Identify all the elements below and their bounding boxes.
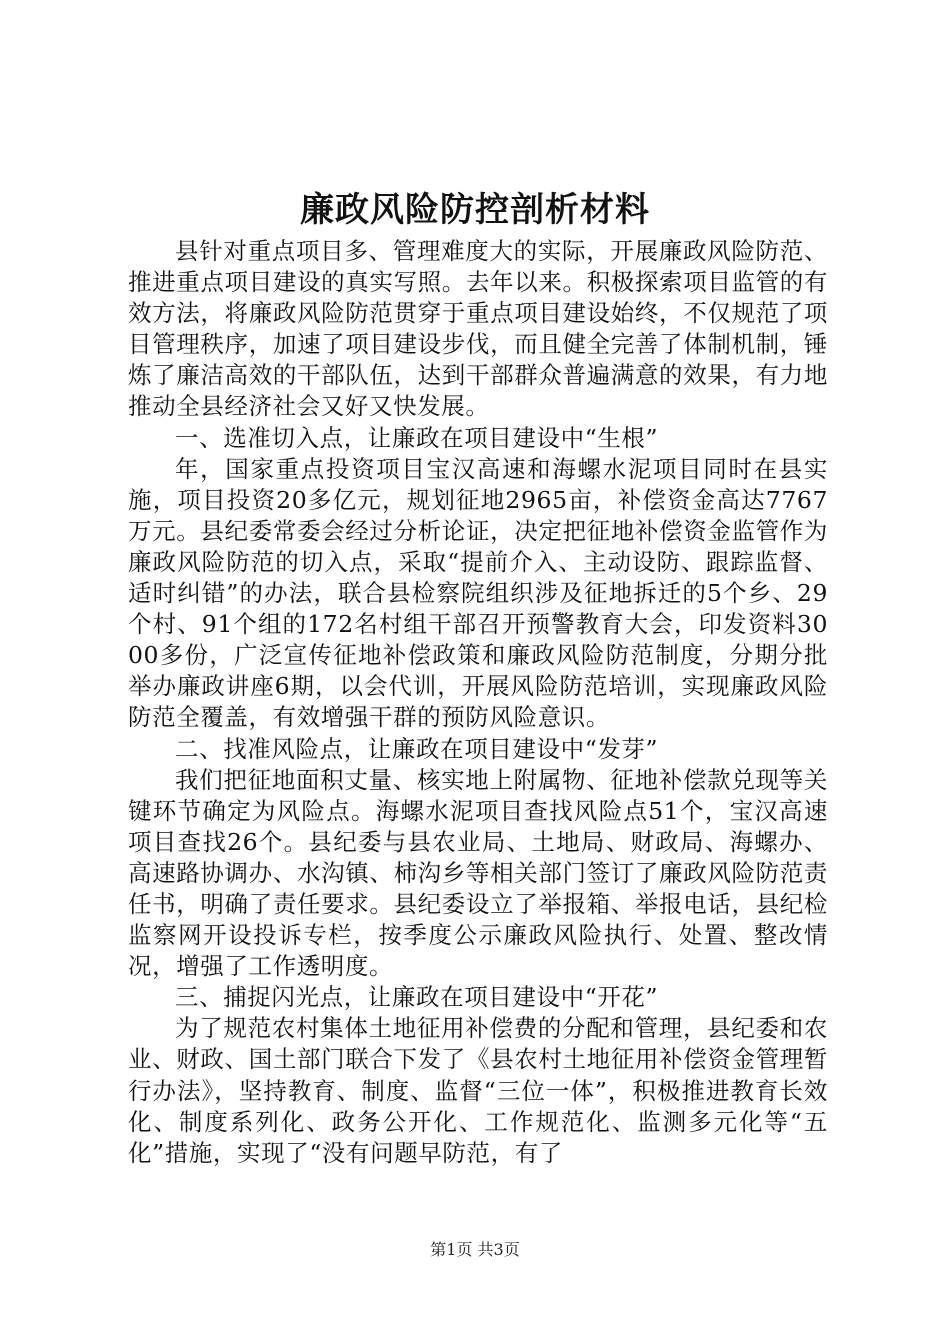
document-body	[128, 236, 828, 1169]
body-paragraph-section-1: 年，国家重点投资项目宝汉高速和海螺水泥项目同时在县实施，项目投资20多亿元，规划征地2965亩，补偿资金高达7767万元。县纪委常委会经过分析论证，决定把征地补偿资金监管作为廉政风险防范的切入点，采取“提前介入、主动设防、跟踪监督、适时纠错”的办法，联合县检察院组织涉及征地拆迁的5个乡、29个村、91个组的172名村组干部召开预警教育大会，印发资料3000多份，广泛宣传征地补偿政策和廉政风险防范制度，分期分批举办廉政讲座6期，以会代训，开展风险防范培训，实现廉政风险防范全覆盖，有效增强干群的预防风险意识。	[128, 454, 828, 732]
section-heading-1: 一、选准切入点，让廉政在项目建设中“生根”	[175, 423, 659, 452]
body-paragraph-section-3: 为了规范农村集体土地征用补偿费的分配和管理，县纪委和农业、财政、国土部门联合下发了《县农村土地征用补偿资金管理暂行办法》，坚持教育、制度、监督“三位一体”，积极推进教育长效化、制度系列化、政务公开化、工作规范化、监测多元化等“五化”措施，实现了“没有问题早防范，有了	[128, 1014, 828, 1167]
document-title: 廉政风险防控剖析材料	[300, 190, 650, 230]
section-heading-2: 二、找准风险点，让廉政在项目建设中“发芽”	[175, 734, 659, 763]
body-paragraph-intro: 县针对重点项目多、管理难度大的实际，开展廉政风险防范、推进重点项目建设的真实写照。去年以来。积极探索项目监管的有效方法，将廉政风险防范贯穿于重点项目建设始终，不仅规范了项目管理秩序，加速了项目建设步伐，而且健全完善了体制机制，锤炼了廉洁高效的干部队伍，达到干部群众普遍满意的效果，有力地推动全县经济社会又好又快发展。	[128, 237, 828, 421]
page-footer: 第1页 共3页	[430, 1240, 520, 1259]
section-heading-3: 三、捕捉闪光点，让廉政在项目建设中“开花”	[175, 983, 659, 1012]
body-paragraph-section-2: 我们把征地面积丈量、核实地上附属物、征地补偿款兑现等关键环节确定为风险点。海螺水泥项目查找风险点51个，宝汉高速项目查找26个。县纪委与县农业局、土地局、财政局、海螺办、高速路协调办、水沟镇、柿沟乡等相关部门签订了廉政风险防范责任书，明确了责任要求。县纪委设立了举报箱、举报电话，县纪检监察网开设投诉专栏，按季度公示廉政风险执行、处置、整改情况，增强了工作透明度。	[128, 765, 828, 981]
